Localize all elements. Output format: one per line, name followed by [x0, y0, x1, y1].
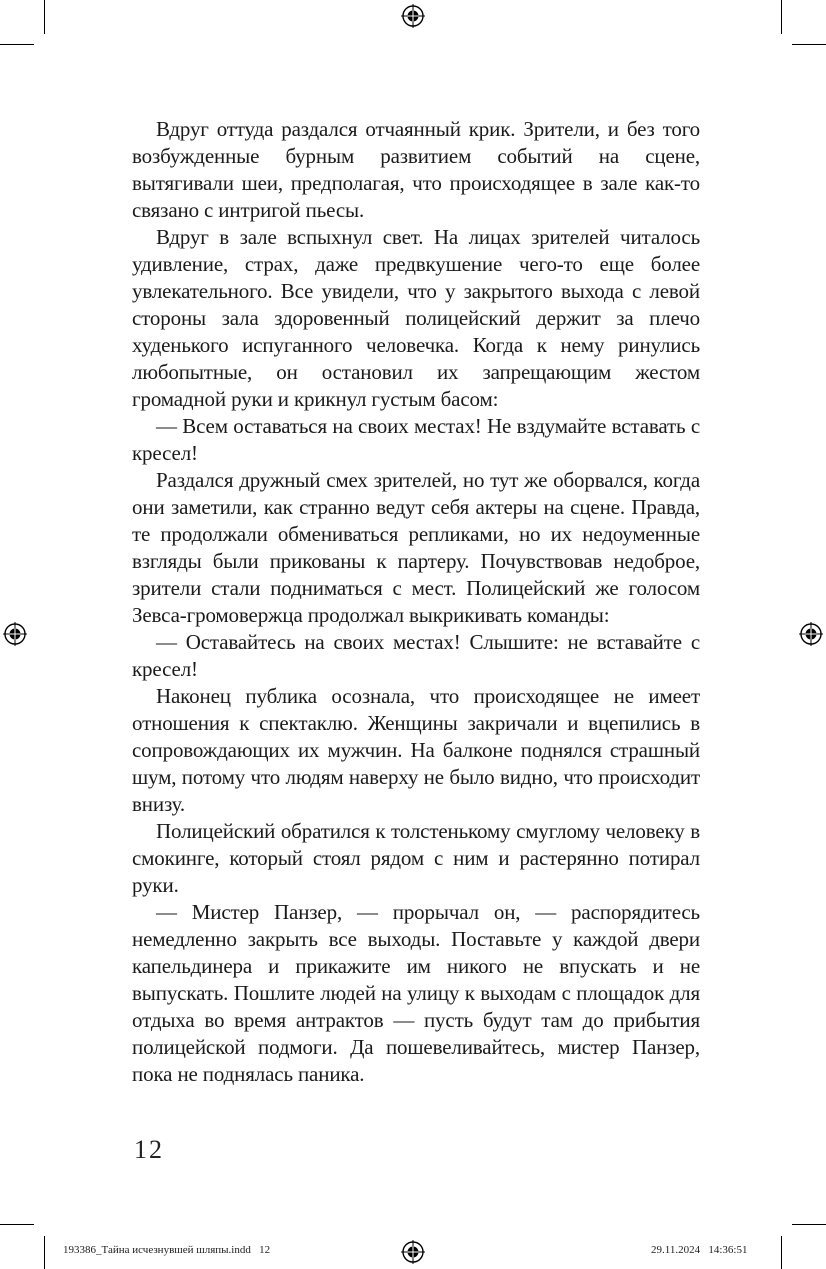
paragraph: Наконец публика осознала, что происходящее не имеет отношения к спектаклю. Женщины закричали и вцепились в сопровождающих их мужчин. На балконе поднялся страшный шум, потому что людям наверху не было видно, что происходит внизу. — [132, 684, 700, 816]
paragraph: Полицейский обратился к толстенькому смуглому человеку в смокинге, который стоял рядом с ним и растерянно потирал руки. — [132, 819, 700, 897]
page-number: 12 — [134, 1135, 164, 1164]
crop-mark — [792, 44, 826, 45]
slug-filename: 193386_Тайна исчезнувшей шляпы.indd 12 — [63, 1244, 271, 1256]
paragraph: Вдруг в зале вспыхнул свет. На лицах зрителей читалось удивление, страх, даже предвкушение чего-то еще более увлекательного. Все увидели, что у закрытого выхода с левой стороны зала здоровенный полицейский держит за плечо худенького испуганного человечка. Когда к нему ринулись любопытные, он остановил их запрещающим жестом громадной руки и крикнул густым басом: — [132, 225, 700, 411]
paragraph: — Оставайтесь на своих местах! Слышите: не вставайте с кресел! — [132, 630, 700, 681]
paragraph: — Мистер Панзер, — прорычал он, — распорядитесь немедленно закрыть все выходы. Поставьте у каждой двери капельдинера и прикажите им никого не впускать и не выпускать. Пошлите людей на улицу к выходам с площадок для отдыха во время антрактов — пусть будут там до прибытия полицейской подмоги. Да пошевеливайтесь, мистер Панзер, пока не поднялась паника. — [132, 900, 700, 1086]
crop-mark — [781, 0, 782, 34]
paragraph: Раздался дружный смех зрителей, но тут же оборвался, когда они заметили, как странно ведут себя актеры на сцене. Правда, те продолжали обмениваться репликами, но их недоуменные взгляды были прикованы к партеру. Почувствовав недоброе, зрители стали подниматься с мест. Полицейский же голосом Зевса-громовержца продолжал выкрикивать команды: — [132, 468, 700, 627]
crop-mark — [792, 1224, 826, 1225]
body-text — [132, 116, 700, 1088]
crop-mark — [0, 44, 34, 45]
paragraph: — Всем оставаться на своих местах! Не вздумайте вставать с кресел! — [132, 414, 700, 465]
registration-mark-icon — [799, 622, 823, 646]
registration-mark-icon — [401, 1240, 425, 1264]
crop-mark — [0, 1224, 34, 1225]
crop-mark — [781, 1236, 782, 1269]
crop-mark — [44, 0, 45, 34]
registration-mark-icon — [3, 622, 27, 646]
crop-mark — [44, 1236, 45, 1269]
paragraph: Вдруг оттуда раздался отчаянный крик. Зрители, и без того возбужденные бурным развитием событий на сцене, вытягивали шеи, предполагая, что происходящее в зале как-то связано с интригой пьесы. — [132, 117, 700, 222]
slug-timestamp: 29.11.2024 14:36:51 — [651, 1244, 748, 1256]
registration-mark-icon — [401, 4, 425, 28]
